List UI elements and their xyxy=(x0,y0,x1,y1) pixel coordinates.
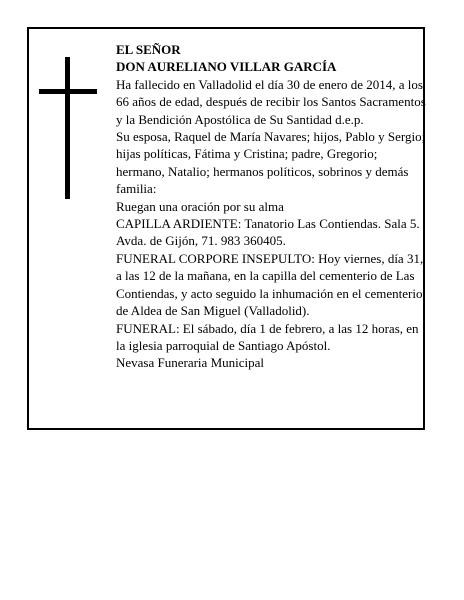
funeral-mass: FUNERAL: El sábado, día 1 de febrero, a las 12 horas, en la iglesia parroquial de Santiago Apóstol. xyxy=(116,320,419,353)
cross-icon xyxy=(39,57,97,199)
funeral-body-present: FUNERAL CORPORE INSEPULTO: Hoy viernes, día 31, a las 12 de la mañana, en la capilla del cementerio de Las Contiendas, y acto seguido la inhumación en el cementerio de Aldea de San Miguel (Valladolid). xyxy=(116,250,424,319)
obituary-notice xyxy=(27,27,425,430)
cross-horizontal-bar xyxy=(39,89,97,94)
funeral-home: Nevasa Funeraria Municipal xyxy=(116,355,265,371)
deceased-name: DON AURELIANO VILLAR GARCÍA xyxy=(116,59,337,75)
notice-text xyxy=(116,41,426,372)
cross-vertical-bar xyxy=(65,57,70,199)
death-announcement: Ha fallecido en Valladolid el día 30 de enero de 2014, a los 66 años de edad, después de recibir los Santos Sacramentos y la Bendición Apostólica de Su Santidad d.e.p. xyxy=(116,76,426,127)
wake-location: CAPILLA ARDIENTE: Tanatorio Las Contiendas. Sala 5. Avda. de Gijón, 71. 983 360405. xyxy=(116,216,420,249)
prayer-request: Ruegan una oración por su alma xyxy=(116,198,284,214)
notice-title: EL SEÑOR xyxy=(116,42,181,57)
family-list: Su esposa, Raquel de María Navares; hijos, Pablo y Sergio; hijas políticas, Fátima y Cristina; padre, Gregorio; hermano, Natalio; hermanos políticos, sobrinos y demás familia: xyxy=(116,129,426,197)
